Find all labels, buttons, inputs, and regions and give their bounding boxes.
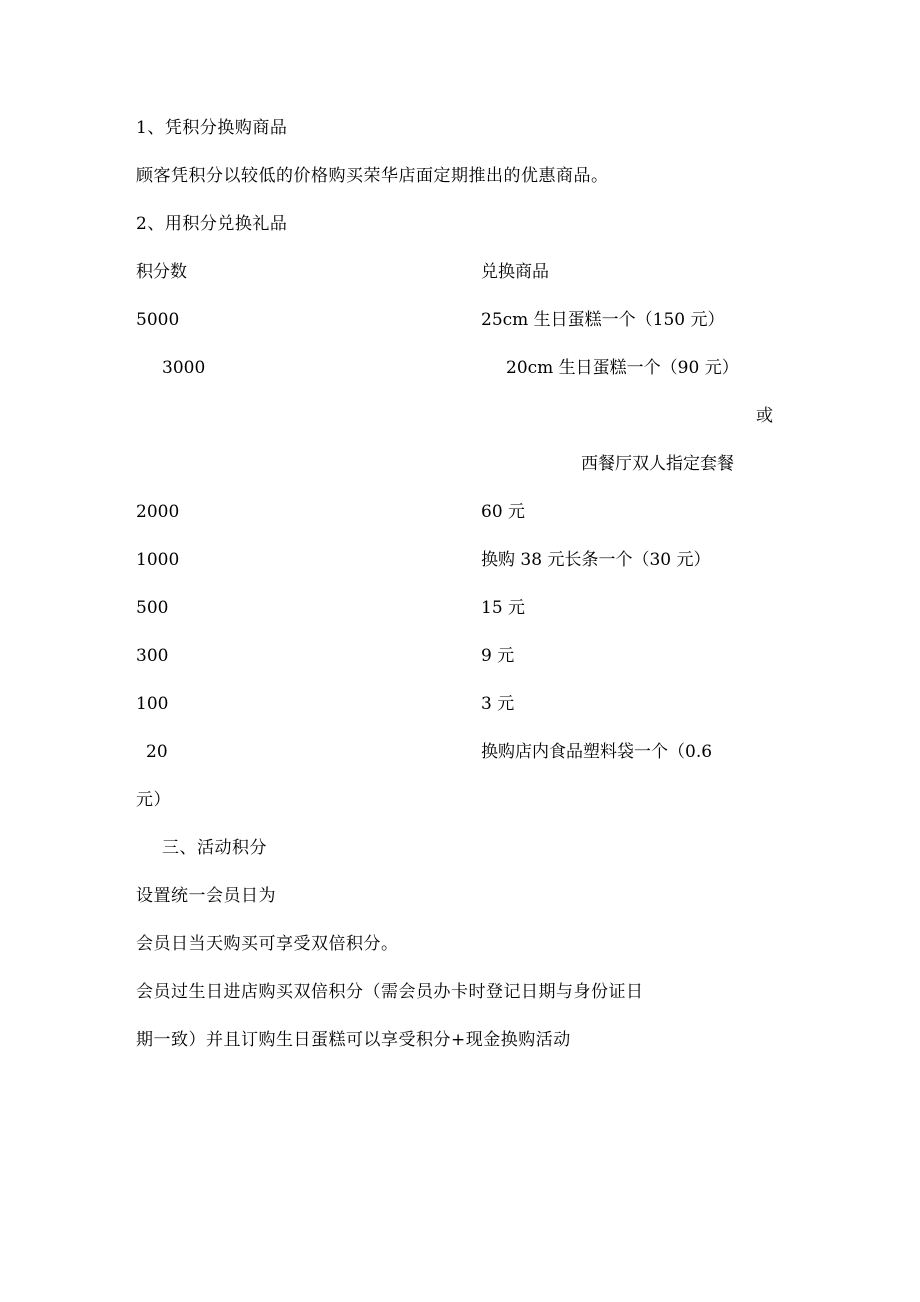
points-table-header — [136, 248, 796, 296]
row-points: 20 — [146, 742, 168, 762]
row-gift: 3 元 — [481, 694, 515, 714]
row-points: 500 — [136, 598, 169, 618]
row-points: 5000 — [136, 310, 180, 330]
table-row — [136, 728, 796, 776]
document-body — [136, 104, 796, 1064]
row-gift: 25cm 生日蛋糕一个（150 元） — [481, 310, 725, 330]
row-gift: 15 元 — [481, 598, 526, 618]
row-gift: 换购 38 元长条一个（30 元） — [481, 550, 711, 570]
table-row — [136, 632, 796, 680]
section-3-line-2: 会员日当天购买可享受双倍积分。 — [136, 934, 399, 954]
row-gift: 换购店内食品塑料袋一个（0.6 — [481, 742, 713, 762]
section-3-line-1: 设置统一会员日为 — [136, 886, 276, 906]
table-row — [136, 680, 796, 728]
row-points: 1000 — [136, 550, 180, 570]
row-points: 100 — [136, 694, 169, 714]
column-header-gift: 兑换商品 — [481, 262, 549, 282]
row-points: 3000 — [162, 358, 206, 378]
table-row — [136, 344, 796, 392]
table-row — [136, 296, 796, 344]
row-gift: 60 元 — [481, 502, 526, 522]
section-3-heading: 三、活动积分 — [162, 838, 267, 858]
section-1-paragraph: 顾客凭积分以较低的价格购买荣华店面定期推出的优惠商品。 — [136, 166, 609, 186]
table-row — [136, 488, 796, 536]
table-row-continuation: 元） — [136, 790, 171, 810]
table-row — [136, 440, 796, 488]
table-row — [136, 536, 796, 584]
table-row — [136, 584, 796, 632]
row-gift: 9 元 — [481, 646, 515, 666]
row-points: 2000 — [136, 502, 180, 522]
row-gift: 西餐厅双人指定套餐 — [581, 454, 734, 474]
section-3-line-4: 期一致）并且订购生日蛋糕可以享受积分+现金换购活动 — [136, 1030, 571, 1050]
section-1-heading: 1、凭积分换购商品 — [136, 118, 288, 138]
row-gift: 20cm 生日蛋糕一个（90 元） — [506, 358, 739, 378]
row-gift: 或 — [756, 406, 773, 426]
row-points: 300 — [136, 646, 169, 666]
table-row — [136, 392, 796, 440]
section-3-line-3: 会员过生日进店购买双倍积分（需会员办卡时登记日期与身份证日 — [136, 982, 644, 1002]
section-2-heading: 2、用积分兑换礼品 — [136, 214, 288, 234]
column-header-points: 积分数 — [136, 262, 187, 282]
